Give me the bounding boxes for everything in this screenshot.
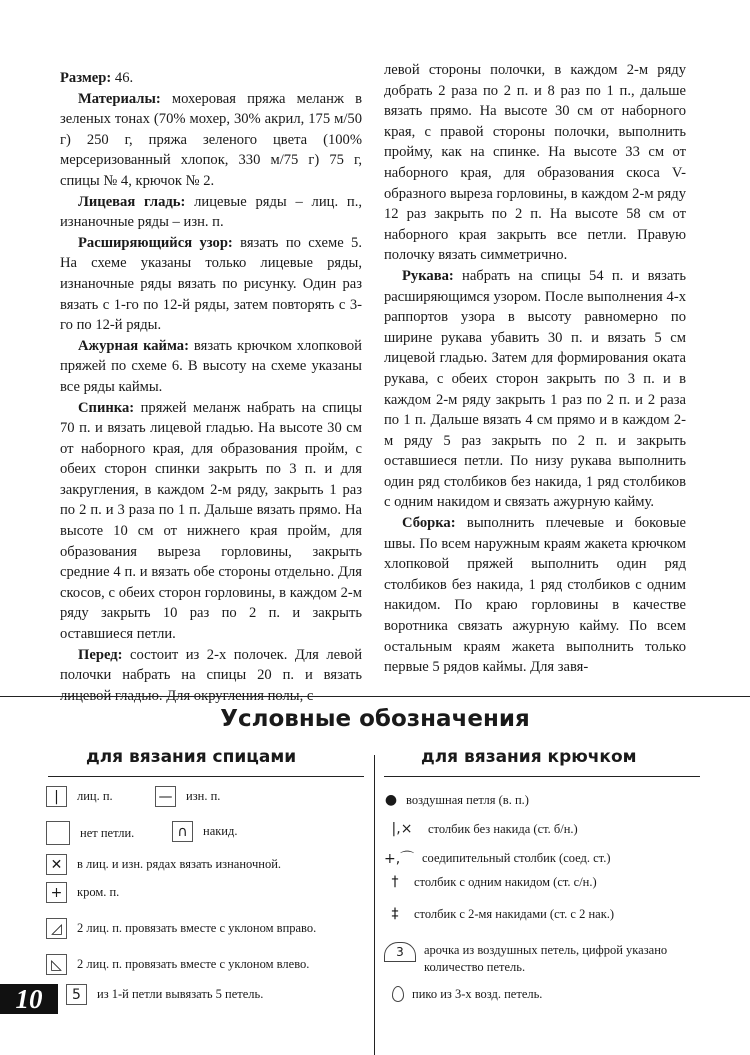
treble-crochet-icon: ‡ <box>391 906 399 922</box>
single-crochet-icon: |,× <box>391 821 413 837</box>
stockinette-paragraph: Лицевая гладь: лицевые ряды – лиц. п., изнаночные ряды – изн. п. <box>60 193 362 231</box>
text-column-left <box>60 68 362 706</box>
purl-stitch-icon: — <box>155 786 176 807</box>
size-paragraph: Размер: 46. <box>60 70 134 86</box>
legend-knit-row: | лиц. п. <box>46 786 113 807</box>
yarn-over-icon: ∩ <box>172 821 193 842</box>
back-paragraph: Спинка: пряжей меланж набрать на спицы 70 п. и вязать лицевой гладью. На высоте 30 см от наборного края, для образования пройм, с обеих сторон спинки закрыть по 3 п. и для закругления, в каждом 2-м ряду, закрыть 1 раз по 2 п. и 3 раза по 1 п. Дальше вязать прямо. На высоте 10 см от нижнего края пройм, для образования выреза горловины, закрыть средние 4 п. и вязать обе стороны отдельно. Для скосов, с обеих сторон горловины, в каждом 2-м ряду закрыть 10 раз по 2 п. и закрыть оставшиеся петли. <box>60 399 362 643</box>
picot-icon <box>392 986 404 1002</box>
page-number: 10 <box>0 984 58 1014</box>
crochet-title-underline <box>384 776 700 777</box>
legend-double-crochet-row: † столбик с одним накидом (ст. с/н.) <box>384 874 597 890</box>
lace-border-paragraph: Ажурная кайма: вязать крючком хлопковой пряжей по схеме 6. В высоту на схеме указаны все ряды каймы. <box>60 337 362 395</box>
front-paragraph: Перед: состоит из 2-х полочек. Для левой полочки набрать на спицы 20 п. и вязать лицевой гладью. Для округления полы, с <box>60 646 362 704</box>
legend-chain-row: ● воздушная петля (в. п.) <box>384 792 529 808</box>
edge-stitch-icon: + <box>46 882 67 903</box>
slip-stitch-icon: +,⌒ <box>384 851 415 867</box>
legend-edge-row: + кром. п. <box>46 882 119 903</box>
crochet-legend-title: для вязания крючком <box>421 747 637 767</box>
legend-treble-crochet-row: ‡ столбик с 2-мя накидами (ст. с 2 нак.) <box>384 906 614 922</box>
text-column-right <box>384 60 686 678</box>
legend-title: Условные обозначения <box>220 706 530 732</box>
legend-k2tog-left-row: ◺ 2 лиц. п. провязать вместе с уклоном влево. <box>46 954 309 975</box>
knit-title-underline <box>48 776 364 777</box>
assembly-paragraph: Сборка: выполнить плечевые и боковые швы. По всем наружным краям жакета крючком хлопковой пряжей выполнить один ряд столбиков без накида, 1 ряд столбиков с одним накидом. По краю горловины в качестве воротника связать ажурную кайму. По всем остальным краям жакета выполнить только первые 5 рядов каймы. Для завя- <box>384 515 686 676</box>
legend-column-divider <box>374 755 375 1055</box>
legend-cross-row: ✕ в лиц. и изн. рядах вязать изнаночной. <box>46 854 281 875</box>
legend-no-stitch-row: нет петли. <box>46 821 134 845</box>
k2tog-left-icon: ◺ <box>46 954 67 975</box>
cross-stitch-icon: ✕ <box>46 854 67 875</box>
legend-slip-stitch-row: +,⌒ соедипительный столбик (соед. ст.) <box>384 848 611 868</box>
sleeves-paragraph: Рукава: набрать на спицы 54 п. и вязать расширяющимся узором. После выполнения 4-х раппортов узора в высоту равномерно по ширине рукава убавить 30 п. и вязать 5 см лицевой гладью. Затем для формирования оката рукава, с обеих сторон закрыть по 3 п. и в каждом 2-м ряду закрыть 1 раз по 2 п. и 2 раза по 1 п. Дальше вязать 4 см прямо и в каждом 2-м ряду 5 раз закрыть по 2 п. и закрыть оставшиеся петли. По низу рукава выполнить один ряд столбиков без накида, 1 ряд столбиков с одним накидом и связать ажурную кайму. <box>384 267 686 511</box>
front-continued-paragraph: левой стороны полочки, в каждом 2-м ряду добрать 2 раза по 2 п. и 8 раз по 1 п., дальше вязать прямо. На высоте 30 см от наборного края, с правой стороны полочки, выполнить пройму, как на спинке. На высоте 33 см от наборного края, для образования скоса V-образного выреза горловины, в каждом 2-м ряду 12 раз закрыть по 2 п. На высоте 58 см от наборного края закрыть все петли. Правую полочку вязать симметрично. <box>384 62 686 264</box>
knit-legend-title: для вязания спицами <box>86 747 297 767</box>
chain-arch-icon: 3 <box>384 942 416 962</box>
double-crochet-icon: † <box>391 874 399 890</box>
knit-stitch-icon: | <box>46 786 67 807</box>
legend-single-crochet-row: |,× столбик без накида (ст. б/н.) <box>384 821 578 837</box>
chain-stitch-icon: ● <box>384 792 398 808</box>
k2tog-right-icon: ◿ <box>46 918 67 939</box>
no-stitch-icon <box>46 821 70 845</box>
legend-purl-row: — изн. п. <box>155 786 220 807</box>
legend-yarn-over-row: ∩ накид. <box>172 821 238 842</box>
legend-arch-row: 3 арочка из воздушных петель, цифрой указано количество петель. <box>384 942 704 976</box>
materials-paragraph: Материалы: мохеровая пряжа меланж в зеленых тонах (70% мохер, 30% акрил, 175 м/50 г) 250 г, пряжа зеленого цвета (100% мерсеризованный хлопок, 330 м/75 г) 75 г, спицы № 4, крючок № 2. <box>60 90 362 189</box>
legend-divider <box>0 696 750 697</box>
legend-five-from-one-row: 5 из 1-й петли вывязать 5 петель. <box>66 984 263 1005</box>
legend-k2tog-right-row: ◿ 2 лиц. п. провязать вместе с уклоном вправо. <box>46 918 316 939</box>
legend-picot-row: пико из 3-х возд. петель. <box>392 986 542 1002</box>
five-from-one-icon: 5 <box>66 984 87 1005</box>
expanding-pattern-paragraph: Расширяющийся узор: вязать по схеме 5. На схеме указаны только лицевые ряды, изнаночные ряды вязать по рисунку. Один раз вязать с 1-го по 12-й ряды, затем повторять с 3-го по 12-й ряды. <box>60 234 362 334</box>
